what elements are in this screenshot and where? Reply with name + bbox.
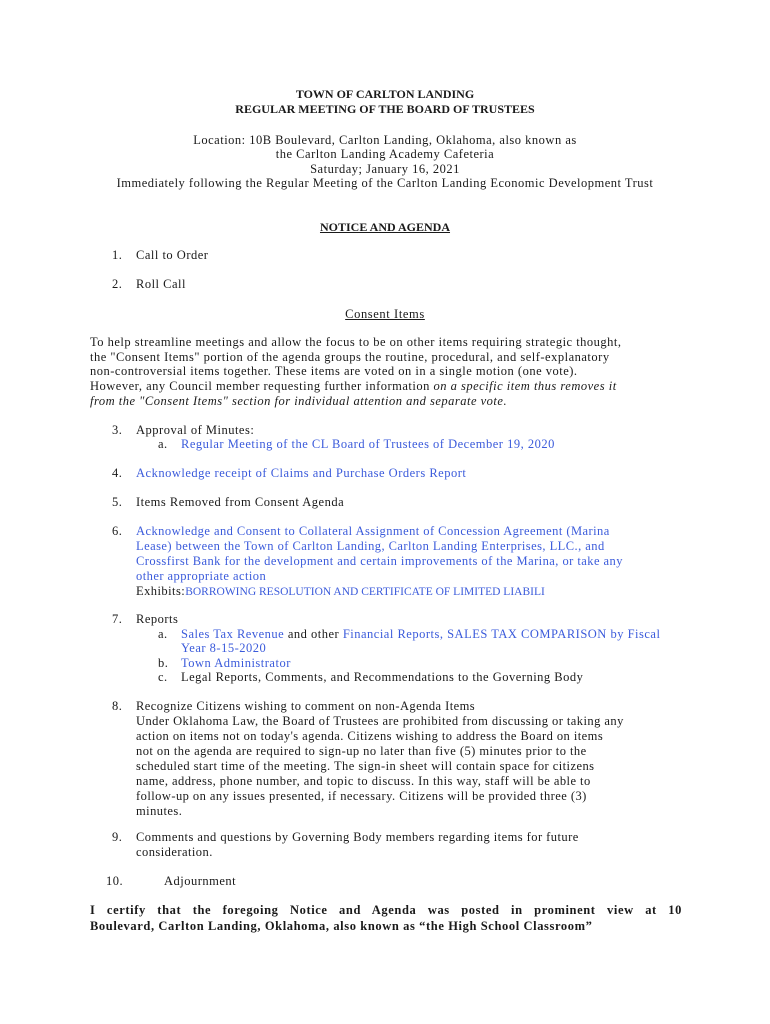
item-2-number: 2. [112, 277, 123, 291]
item-9-number: 9. [112, 830, 123, 844]
exhibits-line [136, 584, 623, 600]
location-line-2: the Carlton Landing Academy Cafeteria [275, 147, 495, 161]
item-10-number: 10. [106, 874, 124, 888]
item-6-body [136, 524, 623, 600]
item-3-number: 3. [112, 423, 123, 437]
consent-paragraph-line-5: from the "Consent Items" section for individual attention and separate vote. [90, 394, 508, 408]
item-3-text: Approval of Minutes: [136, 423, 255, 437]
posting-certification [90, 902, 682, 934]
item-10-text: Adjournment [164, 874, 237, 888]
collateral-assignment-link-line-3[interactable]: Crossfirst Bank for the development and certain improvements of the Marina, or take any [136, 554, 623, 568]
town-administrator-link[interactable]: Town Administrator [181, 656, 291, 670]
meeting-date: Saturday; January 16, 2021 [310, 162, 460, 176]
consent-paragraph-line-2: the "Consent Items" portion of the agenda groups the routine, procedural, and self-explanatory [90, 350, 610, 364]
item-8-line-1: Recognize Citizens wishing to comment on non-Agenda Items [136, 699, 476, 713]
item-7c-label: c. [158, 670, 168, 684]
item-8-line-8: minutes. [136, 804, 183, 818]
exhibits-label: Exhibits: [136, 584, 186, 598]
item-8-line-7: follow-up on any issues presented, if necessary. Citizens will be provided three (3) [136, 789, 587, 803]
minutes-dec-19-link[interactable]: Regular Meeting of the CL Board of Trustees of December 19, 2020 [181, 437, 555, 451]
meeting-following-note: Immediately following the Regular Meeting of the Carlton Landing Economic Development Trust [116, 176, 654, 190]
financial-reports-link[interactable]: Financial Reports, SALES TAX COMPARISON by Fiscal [342, 627, 661, 641]
item-6-number: 6. [112, 524, 123, 538]
item-7a-connector: and other [284, 627, 343, 641]
item-5-number: 5. [112, 495, 123, 509]
location-line-1: Location: 10B Boulevard, Carlton Landing, Oklahoma, also known as [193, 133, 577, 147]
item-5-text: Items Removed from Consent Agenda [136, 495, 345, 509]
consent-items-heading: Consent Items [345, 307, 425, 321]
item-4-number: 4. [112, 466, 123, 480]
item-1-number: 1. [112, 248, 123, 262]
item-8-line-4: not on the agenda are required to sign-up no later than five (5) minutes prior to the [136, 744, 587, 758]
item-7b-label: b. [158, 656, 169, 670]
meeting-title: REGULAR MEETING OF THE BOARD OF TRUSTEES [235, 102, 535, 116]
item-1-text: Call to Order [136, 248, 209, 262]
item-3a-label: a. [158, 437, 168, 451]
item-7-number: 7. [112, 612, 123, 626]
collateral-assignment-link-line-4[interactable]: other appropriate action [136, 569, 267, 583]
item-7a-line-1 [181, 627, 660, 642]
item-8-line-6: name, address, phone number, and topic to discuss. In this way, staff will be able to [136, 774, 591, 788]
certification-line-1: I certify that the foregoing Notice and Agenda was posted in prominent view at 10 [90, 903, 682, 917]
item-8-body [136, 699, 624, 819]
item-8-number: 8. [112, 699, 123, 713]
item-7a-label: a. [158, 627, 168, 641]
collateral-assignment-link-line-1[interactable]: Acknowledge and Consent to Collateral Assignment of Concession Agreement (Marina [136, 524, 610, 538]
item-7c-text: Legal Reports, Comments, and Recommendations to the Governing Body [181, 670, 584, 684]
item-8-line-2: Under Oklahoma Law, the Board of Trustees are prohibited from discussing or taking any [136, 714, 624, 728]
notice-heading: NOTICE AND AGENDA [319, 220, 451, 234]
consent-line-4-plain: However, any Council member requesting further information [90, 379, 434, 393]
consent-paragraph-line-3: non-controversial items together. These items are voted on in a single motion (one vote). [90, 364, 578, 378]
item-2-text: Roll Call [136, 277, 186, 291]
item-8-line-5: scheduled start time of the meeting. The sign-in sheet will contain space for citizens [136, 759, 595, 773]
town-title: TOWN OF CARLTON LANDING [295, 87, 475, 101]
item-9-line-2: consideration. [136, 845, 213, 859]
sales-tax-revenue-link[interactable]: Sales Tax Revenue [181, 627, 285, 641]
consent-paragraph-line-4 [90, 379, 617, 394]
financial-reports-link-line-2[interactable]: Year 8-15-2020 [181, 641, 267, 655]
item-8-line-3: action on items not on today's agenda. Citizens wishing to address the Board on items [136, 729, 604, 743]
consent-line-4-italic: on a specific item thus removes it [433, 379, 617, 393]
item-7-text: Reports [136, 612, 179, 626]
collateral-assignment-link-line-2[interactable]: Lease) between the Town of Carlton Landing, Carlton Landing Enterprises, LLC., and [136, 539, 605, 553]
item-9-line-1: Comments and questions by Governing Body members regarding items for future [136, 830, 579, 844]
claims-purchase-orders-link[interactable]: Acknowledge receipt of Claims and Purchase Orders Report [136, 466, 467, 480]
consent-paragraph-line-1: To help streamline meetings and allow the focus to be on other items requiring strategic thought, [90, 335, 622, 349]
item-9-body [136, 830, 579, 860]
certification-line-2: Boulevard, Carlton Landing, Oklahoma, also known as “the High School Classroom” [90, 919, 593, 933]
borrowing-resolution-link[interactable]: BORROWING RESOLUTION AND CERTIFICATE OF LIMITED LIABILI [185, 586, 545, 598]
